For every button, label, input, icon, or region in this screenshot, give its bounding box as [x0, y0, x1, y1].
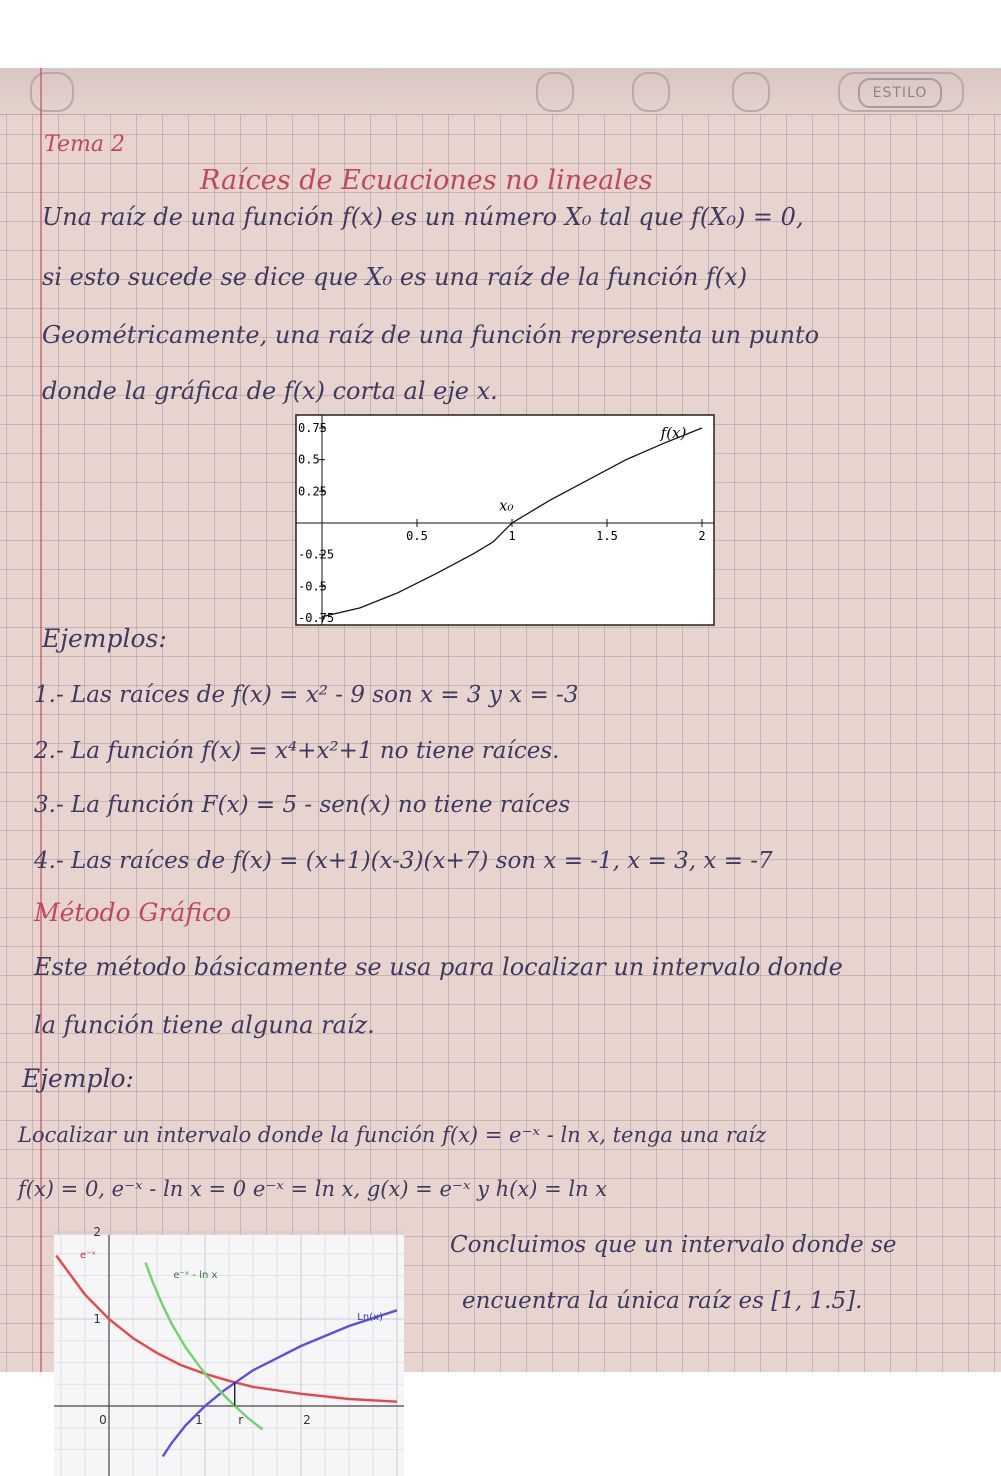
x-tick-label: r: [238, 1413, 244, 1427]
intro-line: Geométricamente, una raíz de una función representa un punto: [42, 321, 820, 349]
example-item: 1.- Las raíces de f(x) = x² - 9 son x = 3 y x = -3: [34, 682, 579, 708]
example2-heading: Ejemplo:: [22, 1064, 134, 1093]
method-heading: Método Gráfico: [34, 898, 232, 927]
intro-line: si esto sucede se dice que X₀ es una raíz de la función f(x): [42, 263, 748, 291]
annotation-label: f(x): [660, 424, 687, 443]
header-tab: [632, 72, 670, 112]
example-item: 3.- La función F(x) = 5 - sen(x) no tiene raíces: [34, 792, 571, 818]
y-tick-label: 0.25: [298, 484, 327, 499]
examples-heading: Ejemplos:: [42, 624, 167, 653]
root-graph-chart: [296, 415, 714, 625]
method-line: la función tiene alguna raíz.: [34, 1011, 375, 1039]
y-tick-label: 1: [93, 1312, 101, 1326]
series-label: e⁻ˣ: [79, 1250, 96, 1262]
page-title: Raíces de Ecuaciones no lineales: [200, 165, 653, 196]
y-tick-label: -0.25: [298, 547, 335, 562]
y-tick-label: -0.5: [298, 579, 327, 594]
header-tab: [30, 72, 74, 112]
x-tick-label: 1.5: [596, 529, 618, 543]
method-line: Este método básicamente se usa para localizar un intervalo donde: [34, 953, 843, 981]
x-tick-label: 2: [698, 529, 706, 543]
example-item: 2.- La función f(x) = x⁴+x²+1 no tiene raíces.: [34, 738, 560, 764]
x-tick-label: 2: [303, 1413, 311, 1427]
x-tick-label: 1: [508, 529, 516, 543]
conclusion-line: encuentra la única raíz es [1, 1.5].: [462, 1288, 863, 1314]
notebook-page: [0, 68, 1001, 1372]
intro-line: Una raíz de una función f(x) es un número X₀ tal que f(X₀) = 0,: [42, 203, 804, 231]
x-tick-label: 1: [195, 1413, 203, 1427]
header-tab: [732, 72, 770, 112]
y-tick-label: 2: [93, 1225, 101, 1239]
chart-frame: [296, 415, 714, 625]
y-tick-label: 0.5: [298, 452, 320, 467]
header-tab: [536, 72, 574, 112]
example2-line: Localizar un intervalo donde la función f(x) = e⁻ˣ - ln x, tenga una raíz: [18, 1123, 767, 1147]
estilo-label: ESTILO: [858, 78, 942, 108]
series-label: Ln(x): [357, 1311, 383, 1323]
y-tick-label: 0.75: [298, 421, 327, 435]
intro-line: donde la gráfica de f(x) corta al eje x.: [42, 377, 498, 405]
y-tick-label: -0.75: [298, 611, 335, 625]
intersection-graph-chart: [54, 1225, 404, 1476]
notebook-header-strip: [0, 68, 1001, 115]
conclusion-line: Concluimos que un intervalo donde se: [450, 1232, 897, 1258]
topic-label: Tema 2: [44, 132, 125, 157]
series-label: e⁻ˣ - ln x: [173, 1270, 218, 1282]
x-tick-label: 0: [99, 1413, 107, 1427]
x-tick-label: 0.5: [406, 529, 428, 543]
example2-line: f(x) = 0, e⁻ˣ - ln x = 0 e⁻ˣ = ln x, g(x) = e⁻ˣ y h(x) = ln x: [18, 1177, 608, 1201]
annotation-label: x₀: [499, 496, 514, 515]
example-item: 4.- Las raíces de f(x) = (x+1)(x-3)(x+7) son x = -1, x = 3, x = -7: [34, 848, 773, 874]
